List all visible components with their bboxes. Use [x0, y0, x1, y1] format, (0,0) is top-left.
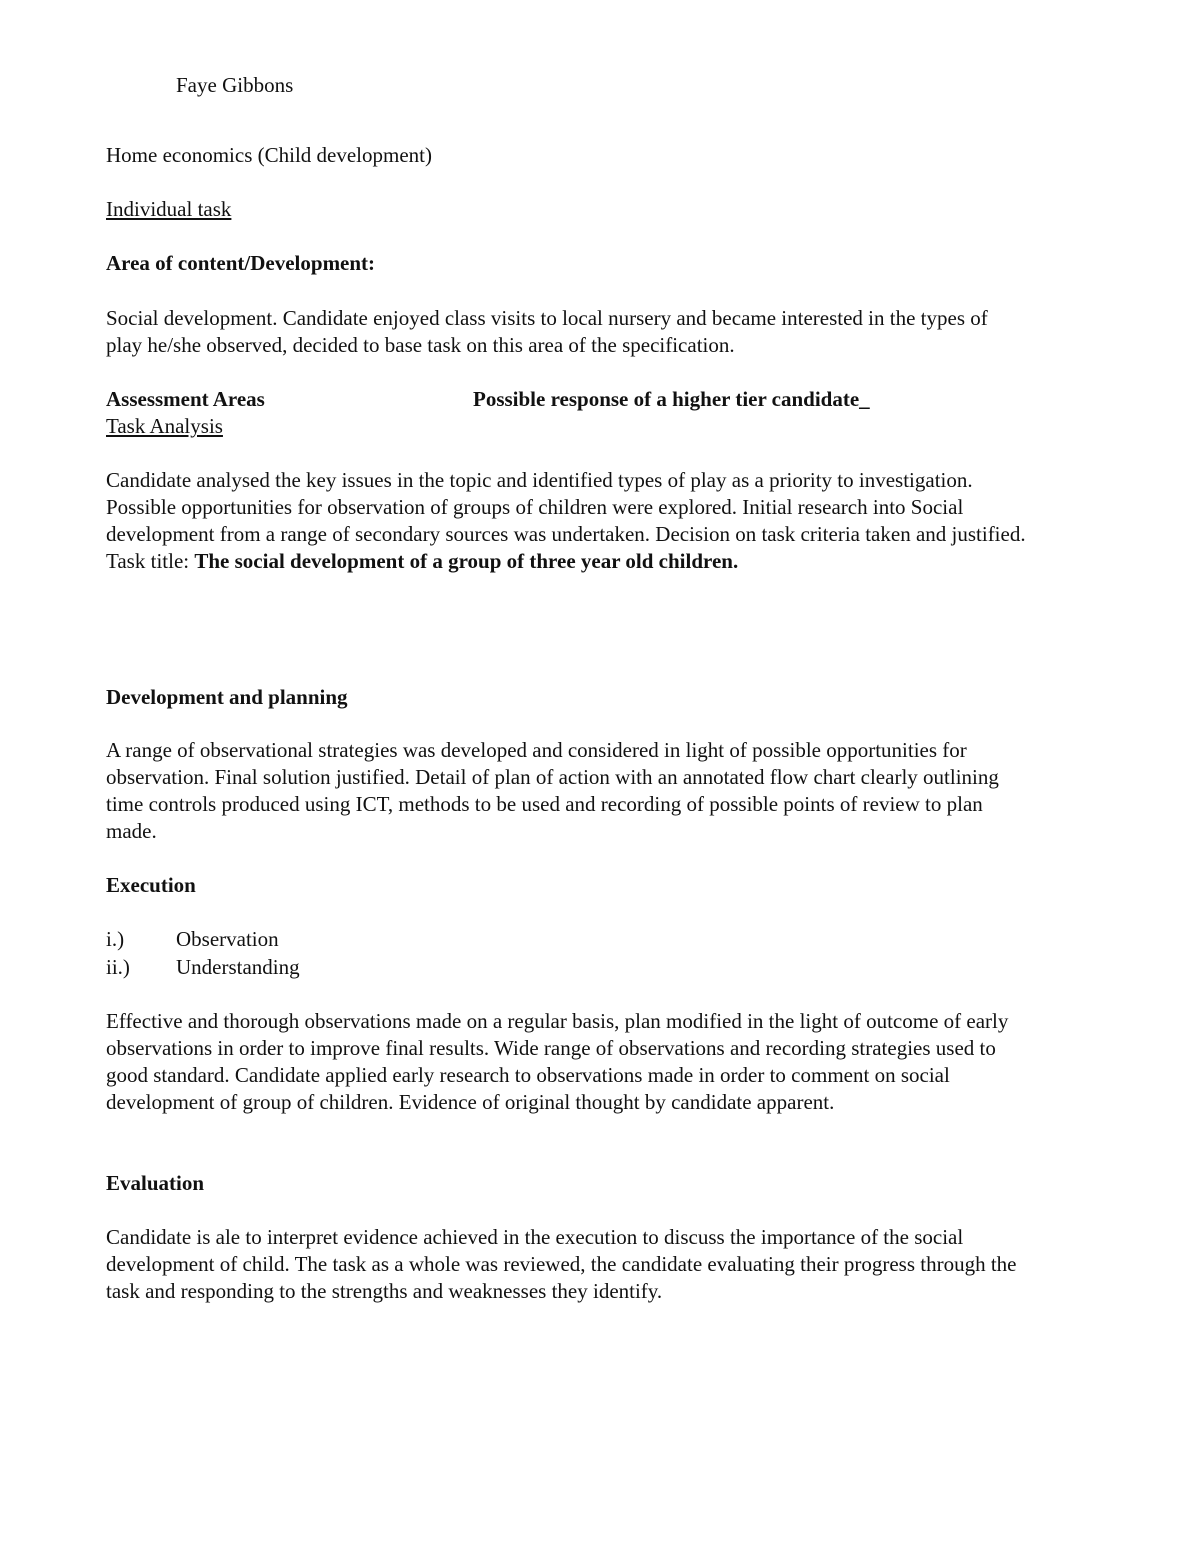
development-heading: Development and planning [106, 685, 348, 709]
list-item-number: i.) [106, 927, 125, 951]
possible-response-header: Possible response of a higher tier candidate_ [473, 387, 870, 411]
list-item-label: Observation [176, 927, 279, 951]
task-analysis-text: Candidate analysed the key issues in the topic and identified types of play as a priority to investigation. Possible opportunities for observation of groups of children were explored. Initial research into Social development from a range of secondary sources was undertaken. Decision on task criteria taken and justified. Task title: [106, 468, 1026, 573]
task-analysis-paragraph [106, 467, 1026, 575]
task-type-heading: Individual task [106, 197, 232, 221]
execution-paragraph: Effective and thorough observations made on a regular basis, plan modified in the light of outcome of early observations in order to improve final results. Wide range of observations and recording strategies used to good standard. Candidate applied early research to observations made in order to comment on social development of group of children. Evidence of original thought by candidate apparent. [106, 1009, 1009, 1114]
area-paragraph: Social development. Candidate enjoyed class visits to local nursery and became interested in the types of play he/she observed, decided to base task on this area of the specification. [106, 306, 988, 357]
subject-line: Home economics (Child development) [106, 143, 433, 167]
evaluation-paragraph: Candidate is ale to interpret evidence achieved in the execution to discuss the importance of the social development of child. The task as a whole was reviewed, the candidate evaluating their progress through the task and responding to the strengths and weaknesses they identify. [106, 1225, 1017, 1303]
evaluation-heading: Evaluation [106, 1171, 205, 1195]
task-analysis-heading: Task Analysis [106, 414, 223, 438]
author-name: Faye Gibbons [176, 73, 294, 97]
list-item-number: ii.) [106, 955, 130, 979]
execution-heading: Execution [106, 873, 196, 897]
list-item-label: Understanding [176, 955, 300, 979]
development-paragraph: A range of observational strategies was developed and considered in light of possible opportunities for observation. Final solution justified. Detail of plan of action with an annotated flow chart clearly outlining time controls produced using ICT, methods to be used and recording of possible points of review to plan made. [106, 738, 999, 843]
assessment-areas-header: Assessment Areas [106, 387, 265, 411]
area-heading: Area of content/Development: [106, 251, 376, 275]
task-title: The social development of a group of three year old children. [194, 549, 739, 573]
